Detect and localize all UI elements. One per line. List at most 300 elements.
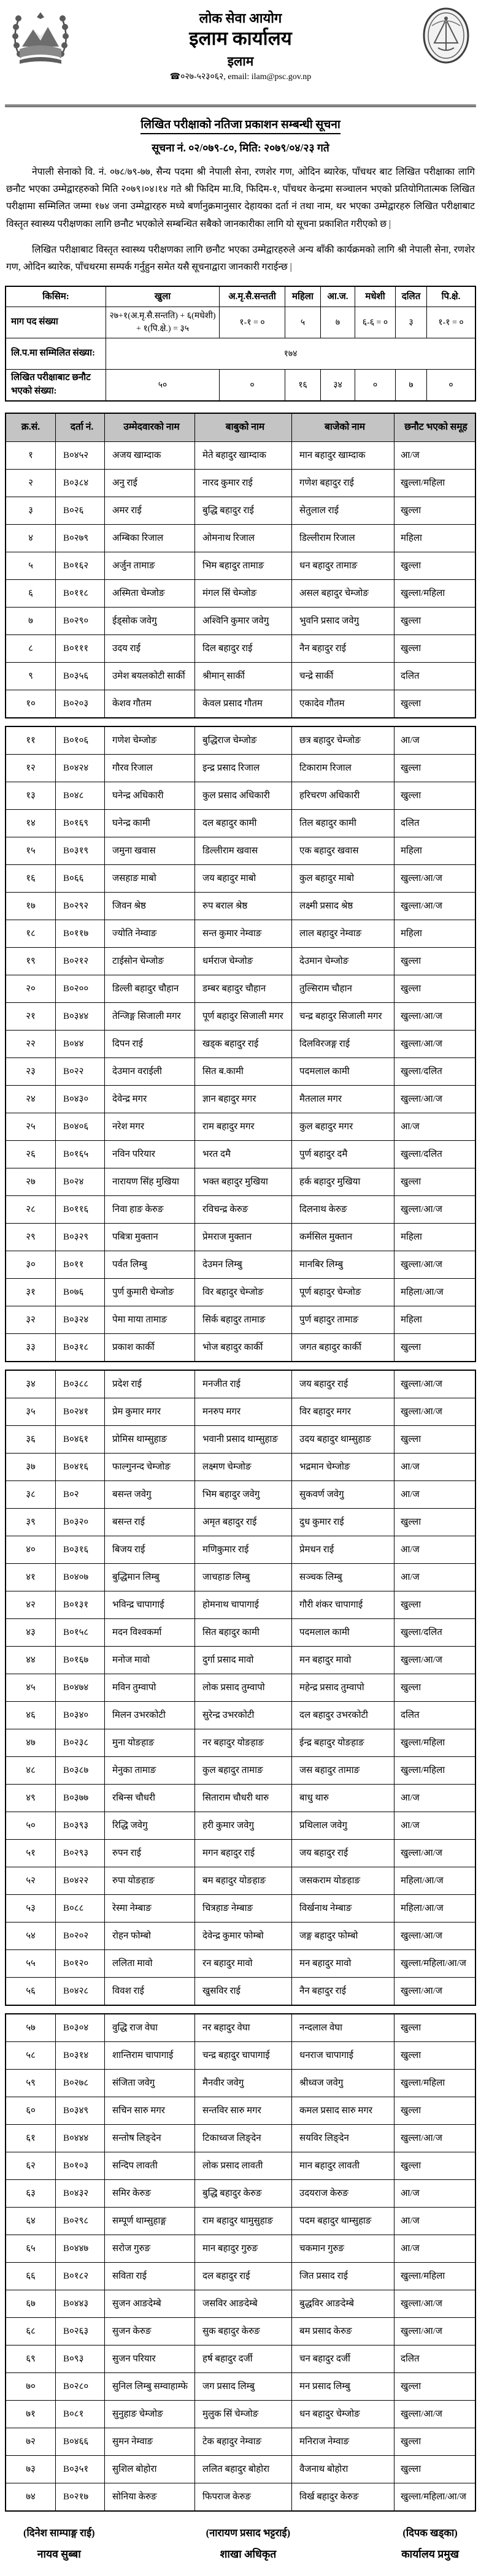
result-cell: ६२ — [26, 2161, 36, 2171]
result-cell: भवानी प्रसाद थाम्सुहाङ — [194, 1426, 291, 1453]
result-cell: खुल्ला — [394, 1426, 475, 1453]
result-cell: धर्मराज चेम्जोङ — [194, 948, 291, 975]
result-cell: B०१६५ — [55, 1141, 104, 1168]
result-cell: B०४५२ — [55, 442, 104, 469]
result-cell: खुल्ला/आ/ज — [394, 1031, 475, 1057]
summary-cell: ० — [426, 370, 475, 400]
result-cell: B०१६९ — [55, 810, 104, 837]
table-row — [6, 1812, 475, 1839]
result-cell: पेमा माया तामाङ — [104, 1306, 194, 1333]
result-cell: पुर्ण कुमारी चेम्जोङ — [104, 1279, 194, 1306]
table-row — [6, 1371, 475, 1398]
result-cell: B०२६३ — [55, 2318, 104, 2345]
result-cell: आ/ज — [394, 1481, 475, 1508]
result-cell: B०२२ — [55, 1058, 104, 1085]
result-cell: महिला — [394, 920, 475, 947]
result-cell: उदयराज केरुङ — [291, 2180, 394, 2207]
result-cell: सेतुलाल राई — [291, 497, 394, 524]
result-cell: ३५ — [26, 1407, 36, 1417]
result-cell: B०२०२ — [55, 1922, 104, 1949]
result-cell: खुल्ला — [394, 1334, 475, 1361]
summary-cell: ६-६ = ० — [355, 307, 395, 338]
result-cell: बाधु थारु — [291, 1785, 394, 1812]
result-cell: B०४२४ — [55, 755, 104, 782]
table-row — [6, 1949, 475, 1977]
result-cell: खुल्ला/आ/ज — [394, 2290, 475, 2317]
result-cell: आ/ज — [394, 1454, 475, 1480]
result-cell: रुपन राई — [104, 1840, 194, 1867]
result-cell: दिलनाथ केरुङ — [291, 1196, 394, 1223]
result-cell: देउमान वराईली — [104, 1058, 194, 1085]
result-cell: खुल्ला/दलित — [394, 1141, 475, 1168]
result-cell: ३९ — [26, 1517, 36, 1528]
result-cell: राम बहादुर मगर — [194, 1113, 291, 1140]
result-cell: B०३१९ — [55, 837, 104, 864]
result-cell: पर्वत लिम्बु — [104, 1251, 194, 1278]
result-cell: ४५ — [26, 1683, 36, 1693]
result-cell: रिद्धि जवेगु — [104, 1812, 194, 1839]
result-cell: ७० — [26, 2382, 36, 2392]
result-cell: B०९३ — [55, 2345, 104, 2372]
result-cell: ६० — [26, 2106, 36, 2116]
result-cell: उमेश बयलकोटी सार्की — [104, 663, 194, 690]
summary-cell: ३४ — [320, 370, 355, 400]
table-row — [6, 2455, 475, 2483]
result-cell: ५५ — [26, 1959, 36, 1969]
notice-number-line: सूचना नं. ०२/०७९-८०, मिति: २०७९/०४/२३ गते — [152, 142, 329, 154]
table-row — [6, 1977, 475, 2005]
result-cell: ललित बहादुर बोहोरा — [194, 2456, 291, 2483]
result-cell: जित प्रसाद राई — [291, 2263, 394, 2290]
result-cell: ५३ — [26, 1903, 36, 1914]
result-cell: खुल्ला/महिला/आ/ज — [394, 2483, 475, 2510]
result-cell: वुद्धि राज वेघा — [104, 2014, 194, 2041]
result-cell: ३ — [28, 506, 33, 516]
table-row — [6, 579, 475, 607]
result-cell: कुल बहादुर माबो — [291, 865, 394, 892]
result-cell: २८ — [26, 1205, 36, 1215]
signature-title: शाखा अधिकृत — [220, 2548, 277, 2561]
result-cell: खुल्ला/महिला — [394, 2070, 475, 2097]
result-cell: संजिता जवेगु — [104, 2070, 194, 2097]
result-cell: दुर्गा प्रसाद मावो — [194, 1647, 291, 1674]
result-cell: नर बहादुर वेघा — [194, 2014, 291, 2041]
result-cell: नविन परियार — [104, 1141, 194, 1168]
result-cell: खुल्ला/आ/ज — [394, 1978, 475, 2005]
result-cell: अमर राई — [104, 497, 194, 524]
table-row — [6, 1674, 475, 1701]
result-cell: B०३८४ — [55, 470, 104, 497]
result-cell: खुल्ला — [394, 2014, 475, 2041]
result-cell: १३ — [26, 791, 36, 801]
result-cell: विवश राई — [104, 1978, 194, 2005]
result-cell: सचिन सारु मगर — [104, 2097, 194, 2124]
result-header-cell: छनौट भएको समूह — [394, 414, 475, 441]
result-cell: महिला — [394, 837, 475, 864]
result-cell: सुशिल बोहोरा — [104, 2456, 194, 2483]
summary-cell: ३ — [395, 307, 426, 338]
summary-cell: २७+१(अ.मृ.सै.सन्तति) + ६(मधेशी) + १(पि.क्षे.) = ३५ — [106, 307, 219, 338]
summary-table — [5, 286, 476, 402]
result-cell: जगत बहादुर कार्की — [291, 1334, 394, 1361]
result-cell: भरत दमै — [194, 1141, 291, 1168]
result-cell: ६३ — [26, 2189, 36, 2199]
result-cell: खुल्ला/आ/ज — [394, 865, 475, 892]
result-cell: देवेन्द्र कुमार फोम्बो — [194, 1922, 291, 1949]
result-cell: केवल प्रसाद गौतम — [194, 690, 291, 717]
table-row — [6, 1168, 475, 1195]
result-cell: B०१०६ — [55, 727, 104, 754]
result-table-page-1 — [5, 413, 476, 718]
result-cell: खुल्ला/दलित — [394, 1058, 475, 1085]
result-cell: इन्द्र प्रसाद रिजाल — [194, 755, 291, 782]
result-cell: सन्दिप लावती — [104, 2152, 194, 2179]
result-cell: ३६ — [26, 1435, 36, 1445]
result-cell: तेन्जिङ्ग सिजाली मगर — [104, 1003, 194, 1030]
result-cell: विर बहादुर मगर — [291, 1398, 394, 1425]
result-cell: B०३७७ — [55, 1785, 104, 1812]
result-cell: B०११७ — [55, 920, 104, 947]
result-cell: जय बहादुर माबो — [194, 865, 291, 892]
result-cell: B०६६ — [55, 865, 104, 892]
result-cell: रुपा योङहाङ — [104, 1867, 194, 1894]
result-cell: खुल्ला/आ/ज — [394, 1371, 475, 1398]
result-cell: B०१५८ — [55, 1619, 104, 1646]
result-cell: सयविर लिङ्देन — [291, 2125, 394, 2152]
result-cell: धन बहादुर चेम्जोङ — [291, 2401, 394, 2428]
result-cell: होमनाथ चापागाई — [194, 1591, 291, 1618]
result-cell: B०३४० — [55, 1702, 104, 1729]
result-cell: B०२६ — [55, 497, 104, 524]
result-cell: देवेन्द्र मगर — [104, 1086, 194, 1113]
table-row — [6, 1425, 475, 1453]
result-cell: खुल्ला/आ/ज — [394, 1840, 475, 1867]
result-cell: ७२ — [26, 2437, 36, 2447]
result-cell: रुप बराल श्रेष्ठ — [194, 893, 291, 920]
result-cell: महिला/आ/ज — [394, 1895, 475, 1922]
result-cell: एक बहादुर खवास — [291, 837, 394, 864]
result-cell: ५० — [26, 1821, 36, 1831]
result-cell: खुल्ला/आ/ज — [394, 1647, 475, 1674]
result-cell: खुल्ला/आ/ज — [394, 1196, 475, 1223]
result-cell: B०२९० — [55, 608, 104, 634]
table-row — [6, 497, 475, 524]
table-row — [6, 690, 475, 717]
result-cell: ईन्द्र बहादुर योङहाङ — [291, 1729, 394, 1756]
result-cell: खुल्ला — [394, 975, 475, 1002]
result-cell: १ — [28, 451, 33, 461]
result-cell: दलित — [394, 810, 475, 837]
result-cell: मनोज मावो — [104, 1647, 194, 1674]
result-cell: अर्जुन तामाङ — [104, 552, 194, 579]
result-cell: एकादेव गौतम — [291, 690, 394, 717]
table-row — [6, 1894, 475, 1922]
summary-cell: १-१ = ० — [426, 307, 475, 338]
result-cell: सुमन नेम्वाङ — [104, 2428, 194, 2455]
result-cell: सोनिया केरुङ — [104, 2483, 194, 2510]
result-cell: राम बहादुर थामुसुहाङ — [194, 2208, 291, 2235]
result-cell: B०३१४ — [55, 2042, 104, 2069]
result-cell: ५८ — [26, 2051, 36, 2061]
result-cell: मनजीत राई — [194, 1371, 291, 1398]
result-cell: मदन विश्वकर्मा — [104, 1619, 194, 1646]
table-row — [6, 727, 475, 754]
result-cell: ५७ — [26, 2023, 36, 2033]
result-cell: हरिचरण अधिकारी — [291, 782, 394, 809]
table-row — [6, 1618, 475, 1646]
result-cell: बुद्धिराज चेम्जोङ — [194, 727, 291, 754]
table-row — [6, 782, 475, 809]
signature-name: (नारायण प्रसाद भट्टराई) — [206, 2527, 291, 2539]
result-cell: २ — [28, 478, 33, 489]
result-cell: जाचहाङ लिम्बु — [194, 1564, 291, 1591]
result-cell: नैन बहादुर राई — [291, 635, 394, 662]
result-cell: B०४६६ — [55, 2428, 104, 2455]
table-row — [6, 1701, 475, 1729]
result-cell: २७ — [26, 1177, 36, 1187]
result-cell: खुल्ला — [394, 2097, 475, 2124]
summary-cell: १६ — [285, 370, 320, 400]
result-cell: ५१ — [26, 1848, 36, 1859]
result-cell: सन्तविर सारु मगर — [194, 2097, 291, 2124]
result-cell: B०४३२ — [55, 2180, 104, 2207]
result-cell: खुल्ला/महिला — [394, 2263, 475, 2290]
result-cell: खुल्ला — [394, 1674, 475, 1701]
result-cell: चन्द्रे सार्की — [291, 663, 394, 690]
summary-row-label: लि.प.मा सम्मिलित संख्या: — [11, 348, 96, 359]
summary-row-demand — [6, 307, 475, 338]
result-cell: सविता राई — [104, 2263, 194, 2290]
result-cell: ९ — [28, 671, 33, 682]
result-cell: B०२३८ — [55, 1729, 104, 1756]
result-cell: लाल बहादुर नेम्वाङ — [291, 920, 394, 947]
result-cell: सरोज गुरुङ — [104, 2235, 194, 2262]
summary-cell: ५० — [106, 370, 219, 400]
result-cell: सुक बहादुर केरुङ — [194, 2318, 291, 2345]
table-row — [6, 2345, 475, 2372]
result-cell: अम्बिका रिजाल — [104, 525, 194, 552]
result-cell: टेक बहादुर नेम्वाङ — [194, 2428, 291, 2455]
result-cell: सम्पूर्ण थाम्सुहाङ्ग — [104, 2208, 194, 2235]
result-cell: B०१८२ — [55, 2263, 104, 2290]
result-cell: मान बहादुर खाम्दाक — [291, 442, 394, 469]
result-cell: ६४ — [26, 2216, 36, 2227]
result-cell: चन्द्र बहादुर सिजाली मगर — [291, 1003, 394, 1030]
result-cell: दिल बहादुर राई — [194, 635, 291, 662]
result-cell: बसन्त राई — [104, 1509, 194, 1536]
table-row — [6, 1057, 475, 1085]
result-cell: B०११८ — [55, 580, 104, 607]
result-cell: जसविर आङदेम्बे — [194, 2290, 291, 2317]
result-cell: महिला — [394, 525, 475, 552]
table-row — [6, 1729, 475, 1756]
result-cell: पुर्ण बहादुर तामाङ — [291, 1306, 394, 1333]
result-cell: सन्तोष लिङ्देन — [104, 2125, 194, 2152]
result-cell: ६९ — [26, 2354, 36, 2365]
result-cell: ललिता मावो — [104, 1950, 194, 1977]
result-cell: तिल बहादुर कामी — [291, 810, 394, 837]
result-cell: लक्ष्मण चेम्जोङ — [194, 1454, 291, 1480]
page-break-gap — [5, 2006, 476, 2013]
result-cell: आ/ज — [394, 1536, 475, 1563]
result-cell: B०२४ — [55, 1168, 104, 1195]
result-header-cell: उम्मेदवारको नाम — [104, 414, 194, 441]
result-cell: आ/ज — [394, 2208, 475, 2235]
result-cell: रन बहादुर मावो — [194, 1950, 291, 1977]
result-cell: सिताराम चौधरी थारु — [194, 1785, 291, 1812]
result-cell: जसहाङ माबो — [104, 865, 194, 892]
result-cell: खुल्ला/महिला — [394, 1757, 475, 1784]
table-row — [6, 2179, 475, 2207]
summary-header-cell: आ.ज. — [320, 287, 355, 307]
result-cell: बुद्धि बहादुर केरुङ — [194, 2180, 291, 2207]
result-cell: भुवनि प्रसाद जवेगु — [291, 608, 394, 634]
result-cell: सञ्चक लिम्बु — [291, 1564, 394, 1591]
result-cell: गणेश बहादुर राई — [291, 470, 394, 497]
result-cell: ओमनाथ रिजाल — [194, 525, 291, 552]
result-cell: B०४२८ — [55, 1978, 104, 2005]
summary-header-cell: अ.मृ.सै.सन्तती — [219, 287, 285, 307]
result-cell: खुल्ला — [394, 2152, 475, 2179]
result-cell: घनेन्द्र अधिकारी — [104, 782, 194, 809]
result-cell: कमल प्रसाद सारु मगर — [291, 2097, 394, 2124]
result-cell: डिल्लीराम खवास — [194, 837, 291, 864]
summary-cell: ७ — [395, 370, 426, 400]
result-cell: ३४ — [26, 1379, 36, 1390]
result-cell: जय बहादुर राई — [291, 1371, 394, 1398]
result-cell: ज्ञान बहादुर मगर — [194, 1086, 291, 1113]
result-cell: ४७ — [26, 1738, 36, 1748]
result-cell: मनरुप मगर — [194, 1398, 291, 1425]
result-cell: मान बहादुर लावती — [291, 2152, 394, 2179]
letterhead-divider — [5, 104, 476, 107]
office-name: इलाम कार्यालय — [189, 27, 292, 49]
result-cell: लोक प्रसाद लावती — [194, 2152, 291, 2179]
table-row — [6, 2290, 475, 2317]
result-cell: नरेश मगर — [104, 1113, 194, 1140]
result-cell: ज्योति नेम्वाङ — [104, 920, 194, 947]
result-cell: B०३१६ — [55, 1536, 104, 1563]
result-cell: B०३०४ — [55, 2014, 104, 2041]
result-cell: खुल्ला/महिला — [394, 580, 475, 607]
result-cell: जमुना खवास — [104, 837, 194, 864]
result-cell: गणेश चेम्जोङ — [104, 727, 194, 754]
result-cell: वैजनाथ बोहोरा — [291, 2456, 394, 2483]
result-cell: प्रेमराज मुक्तान — [194, 1224, 291, 1251]
result-header-cell: बाबुको नाम — [194, 414, 291, 441]
result-table-page-2 — [5, 726, 476, 1362]
result-cell: B०२९८ — [55, 2208, 104, 2235]
result-cell: भिम बहादुर जवेगु — [194, 1481, 291, 1508]
result-cell: घनेन्द्र कामी — [104, 810, 194, 837]
result-cell: B०२८० — [55, 2373, 104, 2400]
result-cell: खुल्ला — [394, 2428, 475, 2455]
result-cell: B०४७४ — [55, 1674, 104, 1701]
result-cell: विर्खनाथ नेम्बाङ — [291, 1895, 394, 1922]
result-cell: १२ — [26, 763, 36, 774]
result-cell: २० — [26, 984, 36, 994]
table-row — [6, 1508, 475, 1536]
result-cell: उदय राई — [104, 635, 194, 662]
result-cell: आ/ज — [394, 2180, 475, 2207]
result-cell: शान्तिराम चापागाई — [104, 2042, 194, 2069]
result-cell: B०३२४ — [55, 1306, 104, 1333]
table-row — [6, 2262, 475, 2290]
result-cell: सुनुहाङ चेम्जोङ — [104, 2401, 194, 2428]
result-cell: ११ — [26, 736, 36, 746]
result-cell: B०४८ — [55, 782, 104, 809]
result-cell: महेन्द्र प्रसाद तुम्वापो — [291, 1674, 394, 1701]
result-cell: रविचन्द्र केरुङ — [194, 1196, 291, 1223]
summary-header-cell: खुला — [106, 287, 219, 307]
result-cell: बम बहादुर योङहाङ — [194, 1867, 291, 1894]
result-cell: खड्क बहादुर राई — [194, 1031, 291, 1057]
result-cell: जय बहादुर राई — [291, 1840, 394, 1867]
page-break-gap — [5, 1362, 476, 1370]
result-cell: खुल्ला — [394, 948, 475, 975]
table-row — [6, 662, 475, 690]
result-cell: B०३२९ — [55, 1224, 104, 1251]
result-cell: भिम बहादुर तामाङ — [194, 552, 291, 579]
result-cell: फिपराज केरुङ — [194, 2483, 291, 2510]
result-cell: B०४४ — [55, 1031, 104, 1057]
result-cell: आ/ज — [394, 1785, 475, 1812]
result-cell: हर्क बहादुर मुखिया — [291, 1168, 394, 1195]
summary-header-cell: मधेशी — [355, 287, 395, 307]
result-cell: ४३ — [26, 1628, 36, 1638]
result-cell: हरी कुमार जवेगु — [194, 1812, 291, 1839]
result-cell: ८ — [28, 644, 33, 654]
result-cell: भोज बहादुर कार्की — [194, 1334, 291, 1361]
result-cell: ४० — [26, 1545, 36, 1555]
result-cell: ७३ — [26, 2464, 36, 2475]
signature-title: नायव सुब्बा — [37, 2548, 81, 2561]
result-cell: अजय खाम्दाक — [104, 442, 194, 469]
office-place: इलाम — [227, 54, 254, 69]
result-cell: अनु राई — [104, 470, 194, 497]
result-cell: खुसविर राई — [194, 1978, 291, 2005]
result-cell: डिल्ली बहादुर चौहान — [104, 975, 194, 1002]
table-row — [6, 920, 475, 947]
result-cell: टिकाराम रिजाल — [291, 755, 394, 782]
result-table-header-row — [6, 414, 475, 441]
result-cell: B०७६ — [55, 1279, 104, 1306]
result-cell: ३८ — [26, 1490, 36, 1500]
result-cell: खुल्ला — [394, 2373, 475, 2400]
result-table — [5, 413, 476, 2512]
result-cell: असल बहादुर चेम्जोङ — [291, 580, 394, 607]
result-cell: १७ — [26, 901, 36, 912]
result-cell: आ/ज — [394, 1113, 475, 1140]
result-cell: देउमान चेम्जोङ — [291, 948, 394, 975]
result-cell: खुल्ला — [394, 552, 475, 579]
result-cell: मानबिर लिम्बु — [291, 1251, 394, 1278]
result-cell: ५ — [28, 561, 33, 571]
psc-seal-icon — [422, 7, 470, 64]
result-cell: मणिकुमार राई — [194, 1536, 291, 1563]
result-cell: ४८ — [26, 1766, 36, 1776]
result-cell: खुल्ला/आ/ज — [394, 1003, 475, 1030]
result-cell: कर्मसिल मुक्तान — [291, 1224, 394, 1251]
result-cell: ४९ — [26, 1793, 36, 1804]
result-cell: खुल्ला — [394, 755, 475, 782]
result-cell: B०२ — [55, 1481, 104, 1508]
table-row — [6, 2097, 475, 2124]
result-cell: महिला/आ/ज — [394, 1867, 475, 1894]
table-row — [6, 837, 475, 864]
result-cell: नैन बहादुर राई — [291, 1978, 394, 2005]
result-cell: सुरेन्द्र उभरकोटी — [194, 1702, 291, 1729]
